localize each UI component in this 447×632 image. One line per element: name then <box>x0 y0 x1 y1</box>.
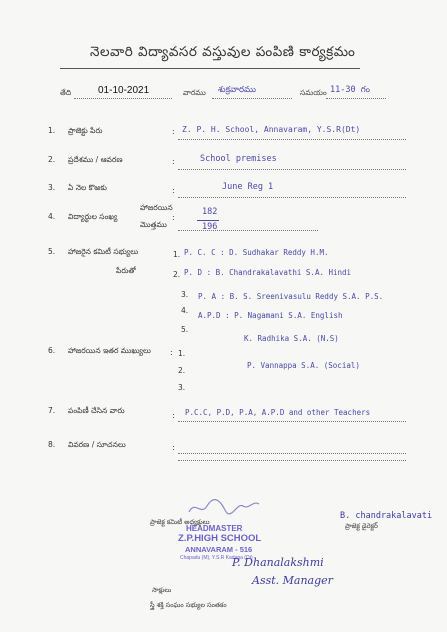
row-3-line <box>178 197 406 198</box>
row-7-value: P.C.C, P.D, P.A, A.P.D and other Teachers <box>185 408 371 417</box>
row-5-number: 5. <box>48 247 56 256</box>
member-5-number: 5. <box>181 325 189 334</box>
row-3-label: ఏ నెల కొఱకు <box>68 183 107 192</box>
row-3-value: June Reg 1 <box>222 182 274 192</box>
stamp-line-1: HEADMASTER <box>186 524 243 533</box>
row-6-number: 6. <box>48 346 56 355</box>
member-4-number: 4. <box>181 306 189 315</box>
row-4-line <box>178 230 318 231</box>
member-4: A.P.D : P. Nagamani S.A. English <box>198 311 343 320</box>
row-2-colon: : <box>172 157 175 166</box>
day-label: వారము <box>183 88 206 97</box>
member-1: P. C. C : D. Sudhakar Reddy H.M. <box>184 248 329 257</box>
row-1-value: Z. P. H. School, Annavaram, Y.S.R(Dt) <box>182 125 361 134</box>
other-2: P. Vannappa S.A. (Social) <box>247 361 360 370</box>
row-6-colon: : <box>170 348 173 357</box>
assistant-manager-signature: P. Dhanalakshmi <box>232 556 324 569</box>
page-title: నెలవారి విద్యావసర వస్తువుల పంపిణి కార్యక్రమం <box>90 44 356 60</box>
left-signatory-label: ప్రాజెక్ట కమిటీ అధ్యక్షులు <box>150 518 210 526</box>
other-3-number: 3. <box>178 383 186 392</box>
time-label: సమయం <box>300 88 327 97</box>
bottom-label: స్త్రీ శక్తి సంఘం సభ్యుల సంతకం <box>150 601 227 609</box>
date-line <box>74 98 172 99</box>
stamp-line-3: ANNAVARAM - 516 <box>185 545 253 554</box>
row-8-line <box>178 453 406 454</box>
row-7-number: 7. <box>48 406 56 415</box>
fraction-bar <box>197 220 219 221</box>
row-4-total-value: 196 <box>202 222 218 232</box>
witness-label: సాక్షులు <box>152 586 172 594</box>
date-label: తేది <box>60 88 72 97</box>
row-1-colon: : <box>172 127 175 136</box>
row-4-colon: : <box>172 213 175 222</box>
row-8-colon: : <box>172 443 175 452</box>
right-signatory-label: ప్రాజెక్ట డైరెక్టర్ <box>345 522 378 530</box>
member-1-number: 1. <box>173 250 181 259</box>
row-4-number: 4. <box>48 212 56 221</box>
row-8-label: వివరణ / సూచనలు <box>68 440 126 449</box>
day-value: శుక్రవారము <box>218 85 256 95</box>
stamp-line-4: Chapadu (M), Y.S.R Kadapa (Dt) <box>180 555 253 561</box>
row-6-label: హాజరయిన ఇతర ముఖ్యులు <box>68 346 151 355</box>
date-value: 01-10-2021 <box>98 85 150 96</box>
row-5-sub-label: పేరుతో <box>116 266 136 275</box>
row-4-total-label: మొత్తము <box>140 220 167 229</box>
member-3: P. A : B. S. Sreenivasulu Reddy S.A. P.S. <box>198 292 384 301</box>
row-4-present-label: హాజరయిన <box>140 203 173 212</box>
row-2-label: ప్రదేశము / ఆవరణ <box>68 155 123 164</box>
day-line <box>212 98 292 99</box>
row-7-colon: : <box>172 411 175 420</box>
director-signature: B. chandrakalavati <box>340 511 433 521</box>
row-5-label: హాజరైన కమిటీ సభ్యులు <box>68 247 139 256</box>
row-3-colon: : <box>172 186 175 195</box>
row-2-value: School premises <box>200 154 277 164</box>
row-3-number: 3. <box>48 183 56 192</box>
row-8-number: 8. <box>48 440 56 449</box>
row-4-label: విద్యార్థుల సంఖ్య <box>68 212 118 221</box>
member-3-number: 3. <box>181 290 189 299</box>
other-2-number: 2. <box>178 366 186 375</box>
member-2-number: 2. <box>173 270 181 279</box>
time-line <box>326 98 386 99</box>
row-7-line <box>178 421 406 422</box>
row-1-number: 1. <box>48 126 56 135</box>
row-1-line <box>178 139 406 140</box>
row-4-present-value: 182 <box>202 207 218 217</box>
title-underline <box>60 68 360 69</box>
stamp-line-2: Z.P.HIGH SCHOOL <box>178 533 262 544</box>
assistant-manager-title: Asst. Manager <box>252 574 333 587</box>
row-2-line <box>178 169 406 170</box>
row-8-line-2 <box>178 460 406 461</box>
member-5: K. Radhika S.A. (N.S) <box>244 334 339 343</box>
time-value: 11-30 గం <box>330 85 370 95</box>
row-1-label: ప్రాజెక్టు పేరు <box>68 126 103 135</box>
row-2-number: 2. <box>48 155 56 164</box>
row-7-label: పంపిణీ చేసిన వారు <box>68 406 125 415</box>
member-2: P. D : B. Chandrakalavathi S.A. Hindi <box>184 268 352 277</box>
other-1-number: 1. <box>178 349 186 358</box>
